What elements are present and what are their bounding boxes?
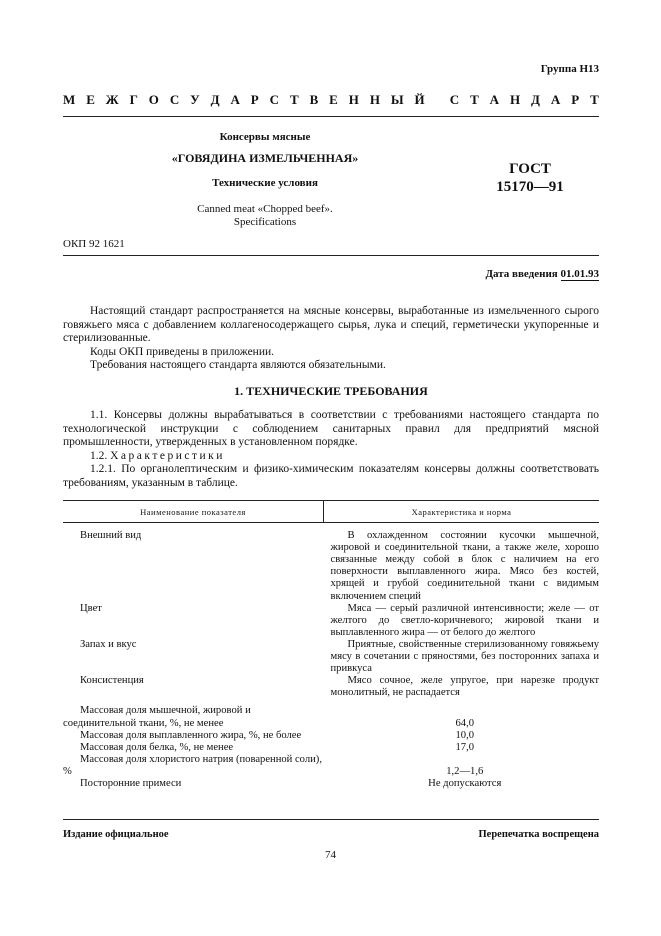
row-value: Мяса — серый различной интенсивности; желе — от желтого до светло-коричневого; жировой ткани и выплавленного жира — от белого до желтого (330, 602, 599, 638)
clause-1-2 (63, 450, 599, 464)
clause-1-2-text: Характеристики (110, 449, 225, 462)
column-header-value: Характеристика и норма (324, 501, 600, 523)
heading-letter: А (230, 92, 240, 107)
row-name: Цвет (80, 602, 102, 614)
date-label: Дата введения (485, 268, 558, 280)
gost-designation (480, 160, 580, 196)
clause-1-1: 1.1. Консервы должны вырабатываться в соответствии с требованиями настоящего стандарта по технологической инструкции с соблюдением санитарных правил для предприятий мясной промышленности, утвержденных в установленном порядке. (63, 409, 599, 449)
okp-code: ОКП 92 1621 (63, 238, 125, 250)
row-value: 17,0 (455, 741, 475, 753)
english-title-line-1: Canned meat «Chopped beef». (197, 203, 333, 215)
table-row (63, 754, 599, 778)
heading-letter: Е (329, 92, 338, 107)
heading-letter: Д (210, 92, 220, 107)
heading-letter: У (190, 92, 200, 107)
heading-letter: Н (509, 92, 521, 107)
interstate-standard-heading (63, 92, 599, 108)
heading-letter: В (309, 92, 319, 107)
intro-paragraph-1: Настоящий стандарт распространяется на мясные консервы, выработанные из измельченного сырого говяжьего мяса с добавлением коллагеносодержащего сырья, лука и специй, герметически укупоренные и стерилизованные. (63, 305, 599, 345)
english-title (120, 203, 410, 229)
table-row (63, 639, 599, 675)
footer-rule (63, 819, 599, 820)
heading-letter: Ж (105, 92, 119, 107)
header-rule (63, 116, 599, 117)
heading-letter: А (489, 92, 500, 107)
table-row (63, 730, 599, 742)
heading-letter: Н (348, 92, 359, 107)
heading-letter: Т (590, 92, 599, 107)
heading-letter: М (63, 92, 76, 107)
row-value: Мясо сочное, желе упругое, при нарезке продукт монолитный, не распадается (330, 675, 599, 699)
title-line-3: Технические условия (212, 177, 318, 189)
english-title-line-2: Specifications (233, 216, 297, 228)
table-row (63, 742, 599, 754)
row-name: Посторонние примеси (80, 777, 182, 789)
heading-letter: С (269, 92, 280, 107)
row-value: Приятные, свойственные стерилизованному говяжьему мясу в сочетании с пряностями, без посторонних запаха и привкуса (330, 638, 599, 675)
row-value: 64,0 (455, 717, 475, 729)
okp-rule (63, 255, 599, 256)
heading-letter: С (169, 92, 180, 107)
title-line-1: Консервы мясные (219, 131, 311, 143)
heading-letter: Р (250, 92, 259, 107)
heading-letter (436, 92, 439, 108)
title-line-2: «ГОВЯДИНА ИЗМЕЛЬЧЕННАЯ» (171, 151, 359, 165)
table-header-row (63, 501, 599, 523)
row-name: Внешний вид (80, 530, 142, 542)
intro-block (63, 305, 599, 373)
date-value: 01.01.93 (560, 268, 599, 280)
footer-reprint-notice: Перепечатка воспрещена (478, 829, 599, 840)
heading-letter: С (449, 92, 460, 107)
row-value: 1,2—1,6 (446, 765, 484, 777)
row-name: Массовая доля белка, %, не менее (80, 741, 234, 753)
heading-letter: Г (129, 92, 138, 107)
table-row (63, 778, 599, 790)
row-name: Консистенция (80, 675, 144, 687)
table-row (63, 675, 599, 705)
table-row (63, 705, 599, 729)
table-row (63, 523, 599, 603)
section-body (63, 409, 599, 491)
intro-paragraph-2: Коды ОКП приведены в приложении. (90, 345, 275, 358)
introduction-date (485, 268, 599, 280)
footer-edition: Издание официальное (63, 829, 169, 840)
row-value: В охлажденном состоянии кусочки мышечной, жировой и соединительной ткани, а также желе, хорошо связанные между собой в блок с наличием на его поверхности выплавленного жира. Мясо без костей, хрящей и грубой соединительной ткани с видимым включением специй (330, 530, 599, 602)
heading-letter: Т (289, 92, 299, 107)
clause-1-2-1: 1.2.1. По органолептическим и физико-химическим показателям консервы должны соответствовать требованиям, указанным в таблице. (63, 463, 599, 489)
row-name: Массовая доля мышечной, жировой и соединительной ткани, %, не менее (63, 705, 251, 729)
heading-letter: Н (369, 92, 380, 107)
heading-letter: Е (86, 92, 95, 107)
row-name: Массовая доля хлористого натрия (поваренной соли), % (63, 753, 322, 777)
row-name: Массовая доля выплавленного жира, %, не более (80, 729, 302, 741)
clause-1-2-number: 1.2. (90, 449, 108, 462)
heading-letter: А (550, 92, 561, 107)
column-header-name: Наименование показателя (63, 501, 324, 523)
heading-letter: О (148, 92, 159, 107)
characteristics-table (63, 500, 599, 790)
table-row (63, 603, 599, 639)
heading-letter: Р (571, 92, 580, 107)
row-value: 10,0 (455, 729, 475, 741)
row-name: Запах и вкус (80, 638, 137, 650)
heading-letter: Й (414, 92, 425, 107)
row-value: Не допускаются (428, 777, 502, 789)
heading-letter: Ы (390, 92, 404, 107)
heading-letter: Д (531, 92, 540, 107)
intro-paragraph-3: Требования настоящего стандарта являются обязательными. (90, 359, 386, 372)
gost-number: 15170—91 (496, 179, 564, 195)
gost-label: ГОСТ (509, 161, 551, 177)
page-number: 74 (325, 849, 336, 861)
heading-letter: Т (470, 92, 479, 107)
section-title: 1. ТЕХНИЧЕСКИЕ ТРЕБОВАНИЯ (234, 384, 428, 398)
group-code: Группа Н13 (540, 63, 599, 75)
